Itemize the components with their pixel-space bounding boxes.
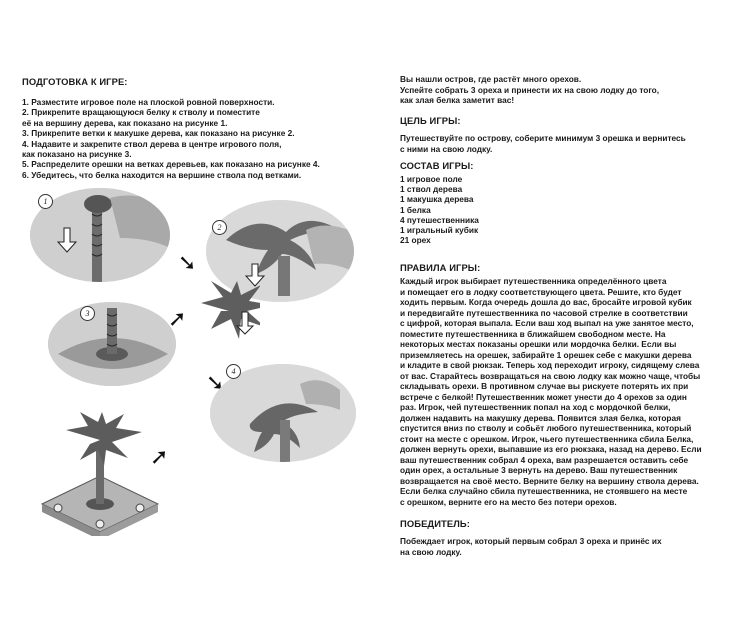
- rules-section: [400, 262, 730, 507]
- contents-item: 1 макушка дерева: [400, 194, 474, 205]
- rules-line: должен надавить на макушку дерева. Появится злая белка, которая: [400, 412, 681, 423]
- setup-step: 1. Разместите игровое поле на плоской ровной поверхности.: [22, 97, 275, 107]
- rules-line: некоторых местах показаны орешки или мордочка белки. Если вы: [400, 339, 677, 349]
- arrow-icon: ➚: [150, 444, 169, 469]
- goal-line: с ними на свою лодку.: [400, 143, 493, 154]
- winner-title: ПОБЕДИТЕЛЬ:: [400, 518, 470, 529]
- rules-line: и кладите в свой рюкзак. Теперь ход переходит игроку, сидящему слева: [400, 360, 700, 370]
- rules-line: возвращается на своё место. Верните белку на вершину ствола дерева.: [400, 475, 699, 486]
- setup-step: 2. Прикрепите вращающуюся белку к стволу и поместите: [22, 107, 260, 118]
- rules-line: раз. Игрок, чей путешественник попал на ход с мордочкой белки,: [400, 402, 671, 412]
- winner-line: Побеждает игрок, который первым собрал 3 ореха и принёс их: [400, 536, 662, 546]
- tree-top-illustration: [198, 280, 260, 342]
- rules-line: и помещает его в лодку соответствующего цвета. Решите, кто будет: [400, 286, 682, 297]
- winner-line: на свою лодку.: [400, 546, 462, 557]
- goal-line: Путешествуйте по острову, соберите минимум 3 орешка и вернитесь: [400, 133, 686, 143]
- contents-item: 1 игральный кубик: [400, 225, 479, 236]
- arrow-icon: ➘: [178, 250, 197, 275]
- rules-text: [400, 276, 730, 507]
- rules-line: с орешком, верните его на место без потери орехов.: [400, 496, 617, 507]
- arrow-icon: ➘: [206, 370, 225, 395]
- contents-item: 1 ствол дерева: [400, 184, 463, 195]
- contents-list: [400, 174, 730, 245]
- rules-line: с цифрой, которая выпала. Если ваш ход выпал на уже занятое место,: [400, 318, 694, 328]
- intro-text: [400, 74, 730, 106]
- rules-line: ходить первым. Когда очередь дошла до вас, бросайте игровой кубик: [400, 297, 692, 307]
- goal-text: [400, 133, 730, 154]
- rules-line: и передвигайте путешественника по часовой стрелке в соответствии: [400, 307, 688, 318]
- rules-line: Если белка случайно сбила путешественника, не стоявшего на месте: [400, 486, 688, 496]
- figure-4-label: 4: [226, 364, 241, 379]
- rules-line: встрече с белкой! Путешественник может унести до 4 орехов за один: [400, 391, 687, 402]
- figure-1-label: 1: [38, 194, 53, 209]
- rules-line: от вас. Старайтесь возвращаться на свою лодку как можно чаще, чтобы: [400, 370, 701, 381]
- setup-step: 4. Надавите и закрепите ствол дерева в центре игрового поля,: [22, 138, 282, 149]
- contents-item: 1 игровое поле: [400, 174, 463, 184]
- intro-line: как злая белка заметит вас!: [400, 95, 515, 105]
- goal-section: [400, 115, 730, 154]
- contents-title: СОСТАВ ИГРЫ:: [400, 160, 474, 171]
- intro-line: Вы нашли остров, где растёт много орехов.: [400, 74, 582, 84]
- winner-section: [400, 518, 730, 557]
- rules-line: спустится вниз по стволу и собьёт любого путешественника, который: [400, 423, 692, 433]
- setup-step: её на вершину дерева, как показано на рисунке 1.: [22, 117, 228, 128]
- contents-item: 4 путешественника: [400, 214, 479, 225]
- setup-title: ПОДГОТОВКА К ИГРЕ:: [22, 76, 128, 87]
- contents-item: 21 орех: [400, 235, 431, 246]
- rules-line: Каждый игрок выбирает путешественника определённого цвета: [400, 276, 667, 286]
- setup-step: 3. Прикрепите ветки к макушке дерева, как показано на рисунке 2.: [22, 128, 295, 139]
- winner-text: [400, 536, 730, 557]
- goal-title: ЦЕЛЬ ИГРЫ:: [400, 115, 461, 126]
- intro-section: [400, 74, 730, 106]
- rules-title: ПРАВИЛА ИГРЫ:: [400, 262, 481, 273]
- rules-line: поместите путешественника в ближайшем свободном месте. На: [400, 328, 666, 339]
- contents-section: [400, 160, 730, 245]
- rules-line: ваш путешественник собрал 4 ореха, вам разрешается оставить себе: [400, 454, 689, 465]
- setup-step: как показано на рисунке 3.: [22, 149, 132, 160]
- intro-line: Успейте собрать 3 ореха и принести их на свою лодку до того,: [400, 84, 660, 95]
- rules-line: один орех, а остальные 3 вернуть на дерево. Ваш путешественник: [400, 465, 678, 475]
- rules-line: должен вернуть орехи, выпавшие из его рюкзака, назад на дерево. Если: [400, 444, 702, 454]
- rules-line: стоит на месте с орешком. Игрок, чьего путешественника сбила Белка,: [400, 433, 694, 444]
- figure-3-image: [48, 302, 176, 386]
- assembled-game-illustration: [36, 412, 160, 536]
- figure-2-label: 2: [212, 220, 227, 235]
- rules-line: складывать орехи. В противном случае вы рискуете потерять их при: [400, 381, 689, 391]
- figure-3-drawing: [48, 302, 176, 386]
- figure-3-label: 3: [80, 306, 95, 321]
- setup-step: 5. Распределите орешки на ветках деревьев, как показано на рисунке 4.: [22, 159, 320, 170]
- rules-line: приземляетесь на орешек, забирайте 1 орешек себе с макушки дерева: [400, 349, 692, 360]
- setup-step: 6. Убедитесь, что белка находится на вершине ствола под ветками.: [22, 169, 302, 180]
- arrow-icon: ➚: [168, 306, 187, 331]
- contents-item: 1 белка: [400, 204, 431, 215]
